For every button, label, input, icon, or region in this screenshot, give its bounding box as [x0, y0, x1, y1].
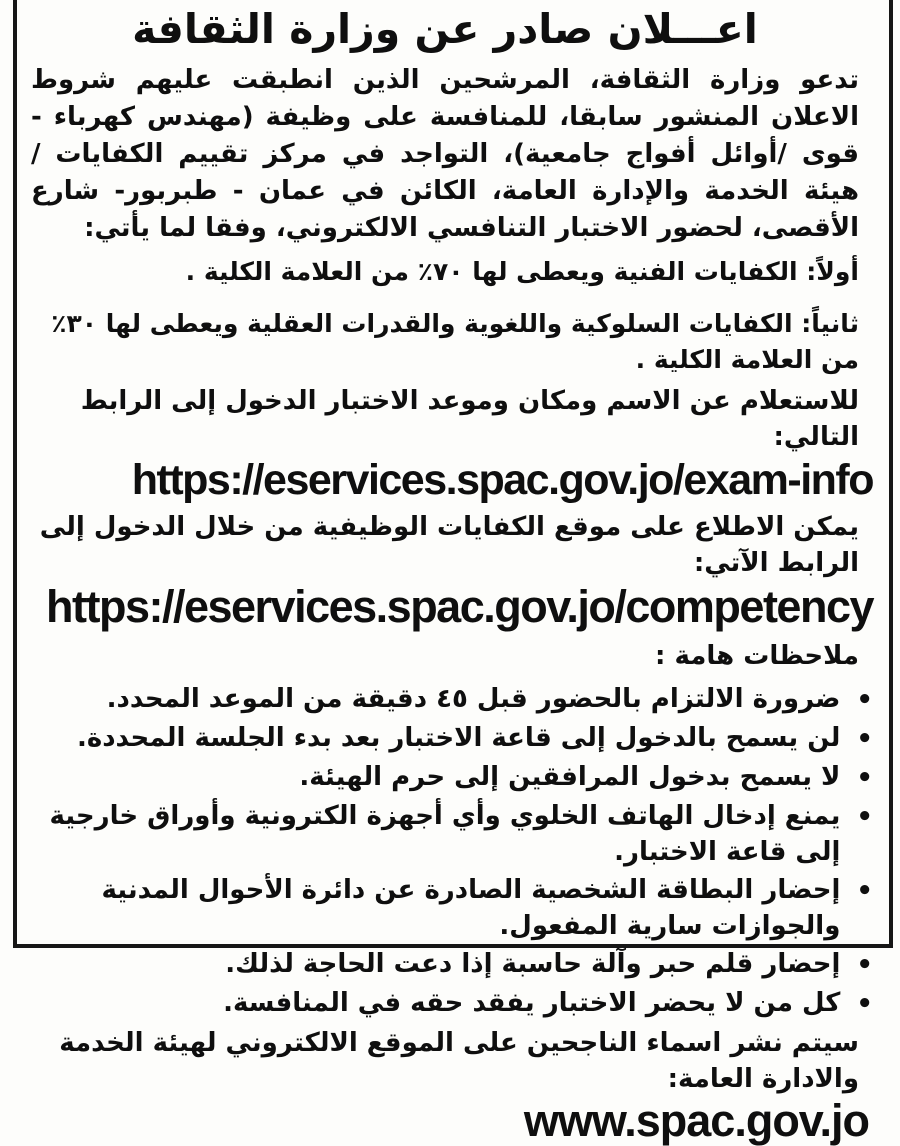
competency-site-intro: يمكن الاطلاع على موقع الكفايات الوظيفية من خلال الدخول إلى الرابط الآتي:: [39, 512, 859, 579]
important-notes-list: [31, 681, 873, 1022]
spac-website-url: www.spac.gov.jo: [523, 1095, 869, 1146]
bullet-icon: •: [856, 989, 873, 1020]
exam-info-url: https://eservices.spac.gov.jo/exam-info: [131, 456, 873, 505]
note-item: [31, 798, 873, 870]
bullet-icon: •: [856, 685, 873, 716]
bullet-icon: •: [856, 724, 873, 755]
bullet-icon: •: [856, 802, 873, 833]
note-text: يمنع إدخال الهاتف الخلوي وأي أجهزة الكترونية وأوراق خارجية إلى قاعة الاختبار.: [49, 801, 841, 868]
note-item: [31, 872, 873, 944]
note-item: [31, 759, 873, 796]
note-text: إحضار البطاقة الشخصية الصادرة عن دائرة الأحوال المدنية والجوازات سارية المفعول.: [101, 875, 841, 942]
note-item: [31, 720, 873, 757]
note-text: لن يسمح بالدخول إلى قاعة الاختبار بعد بدء الجلسة المحددة.: [76, 723, 841, 754]
announcement-content: [17, 0, 889, 1146]
note-text: ضرورة الالتزام بالحضور قبل ٤٥ دقيقة من الموعد المحدد.: [106, 684, 841, 715]
announcement-frame: [13, 0, 893, 1146]
clause-behavioral-competencies: ثانياً: الكفايات السلوكية واللغوية والقدرات العقلية ويعطى لها ٣٠٪ من العلامة الكلية .: [51, 309, 859, 375]
bullet-icon: •: [856, 950, 873, 981]
note-text: لا يسمح بدخول المرافقين إلى حرم الهيئة.: [299, 762, 841, 793]
results-publication-note: سيتم نشر اسماء الناجحين على الموقع الالكتروني لهيئة الخدمة والادارة العامة:: [59, 1028, 859, 1095]
note-item: [31, 681, 873, 718]
note-text: إحضار قلم حبر وآلة حاسبة إذا دعت الحاجة لذلك.: [225, 949, 841, 980]
important-notes-heading: ملاحظات هامة :: [655, 641, 859, 672]
competency-url: https://eservices.spac.gov.jo/competency: [46, 581, 873, 633]
clause-technical-competencies: أولاً: الكفايات الفنية ويعطى لها ٧٠٪ من العلامة الكلية .: [185, 257, 859, 287]
announcement-title: اعـــلان صادر عن وزارة الثقافة: [132, 5, 758, 53]
bullet-icon: •: [856, 763, 873, 794]
note-item: [31, 985, 873, 1022]
note-item: [31, 946, 873, 983]
note-text: كل من لا يحضر الاختبار يفقد حقه في المنافسة.: [223, 988, 841, 1019]
bullet-icon: •: [856, 876, 873, 907]
exam-info-intro: للاستعلام عن الاسم ومكان وموعد الاختبار الدخول إلى الرابط التالي:: [80, 386, 859, 453]
intro-paragraph: تدعو وزارة الثقافة، المرشحين الذين انطبقت عليهم شروط الاعلان المنشور سابقا، للمنافسة على وظيفة (مهندس كهرباء - قوى /أوائل أفواج جامعية)، التواجد في مركز تقييم الكفايات / هيئة الخدمة والإدارة العامة، الكائن في عمان - طبربور- شارع الأقصى، لحضور الاختبار التنافسي الالكتروني، وفقا لما يأتي:: [31, 65, 859, 244]
